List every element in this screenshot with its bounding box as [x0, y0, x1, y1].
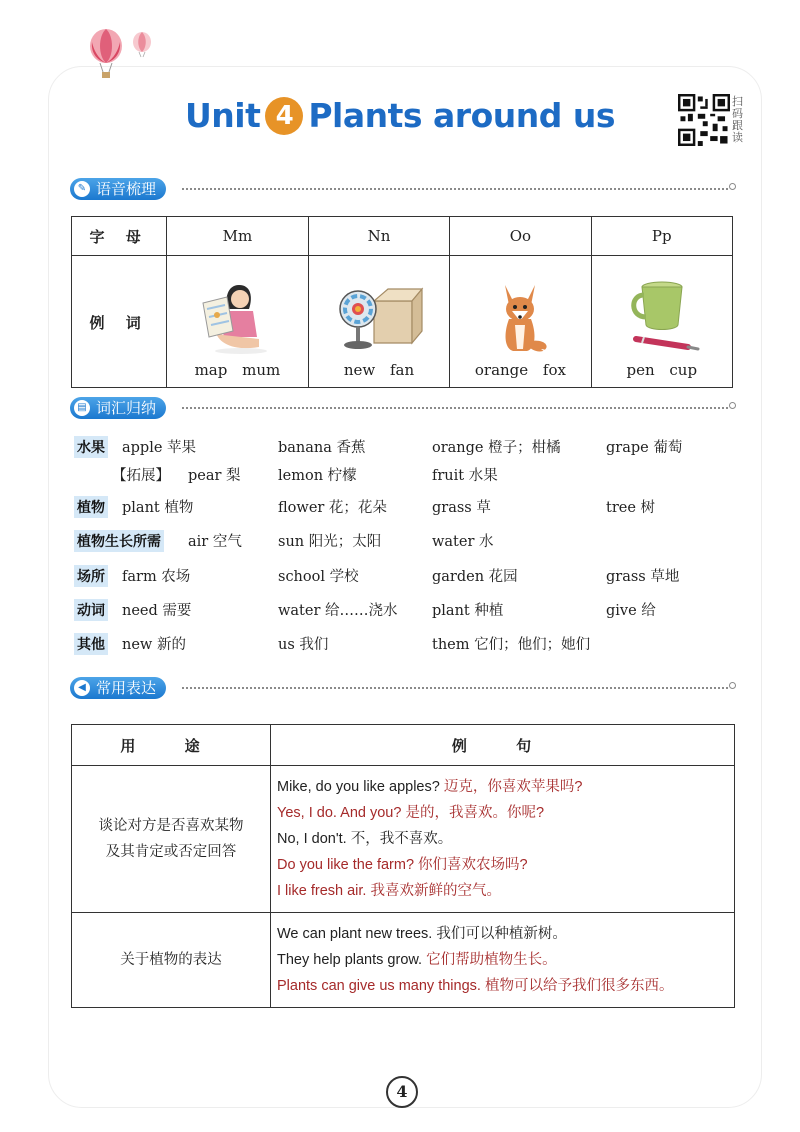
vocab-item: flower 花；花朵 [278, 500, 387, 516]
pen-icon: ✎ [74, 181, 90, 197]
vocab-item: orange 橙子；柑橘 [432, 440, 561, 456]
vocab-item: them 它们；他们；她们 [432, 637, 591, 653]
page-number: 4 [386, 1076, 418, 1108]
example-words: pen cup [626, 361, 698, 379]
vocab-item: garden 花园 [432, 569, 518, 585]
section-header-expressions [70, 677, 736, 701]
girl-with-map-icon [197, 279, 277, 355]
fan-and-box-icon [334, 279, 424, 355]
vocab-item: need 需要 [122, 603, 192, 619]
vocab-item: air 空气 [188, 534, 242, 550]
vocab-item: new 新的 [122, 637, 186, 653]
vocab-item: fruit 水果 [432, 468, 498, 484]
cup-and-pen-icon [622, 279, 702, 355]
vocab-extension-tag: 【拓展】 [112, 468, 170, 484]
section-header-vocab [70, 397, 736, 421]
use-cell [72, 913, 271, 1008]
speaker-icon: ◀ [74, 680, 90, 696]
vocab-item: grape 葡萄 [606, 440, 683, 456]
letter-cell: Nn [308, 217, 450, 256]
sentence-line: No, I don't. 不，我不喜欢。 [277, 831, 453, 847]
sentence-line: Do you like the farm? 你们喜欢农场吗? [277, 857, 528, 873]
fox-icon [485, 279, 555, 355]
section-title-phonics: 语音梳理 [96, 180, 157, 198]
sentence-line: Mike, do you like apples? 迈克，你喜欢苹果吗? [277, 779, 583, 795]
vocab-item: us 我们 [278, 637, 329, 653]
phonics-table [71, 216, 733, 388]
sentence-line: Yes, I do. And you? 是的，我喜欢。你呢? [277, 805, 545, 821]
vocab-item: farm 农场 [122, 569, 191, 585]
section-header-phonics [70, 178, 736, 202]
vocab-category: 植物 [74, 496, 108, 518]
vocab-item: banana 香蕉 [278, 440, 366, 456]
example-cell [591, 256, 732, 388]
vocab-item: plant 种植 [432, 603, 504, 619]
vocab-item: water 给……浇水 [278, 603, 398, 619]
vocab-item: grass 草 [432, 500, 491, 516]
letter-cell: Oo [450, 217, 591, 256]
balloon-icon [86, 28, 156, 80]
vocab-category: 动词 [74, 599, 108, 621]
use-text: 谈论对方是否喜欢某物 [98, 818, 244, 834]
qr-code-icon[interactable] [678, 94, 730, 146]
title-name: Plants around us [308, 96, 615, 135]
sentence-line: They help plants grow. 它们帮助植物生长。 [277, 952, 557, 968]
book-icon: ▤ [74, 400, 90, 416]
unit-number-badge: 4 [265, 97, 303, 135]
vocab-item: pear 梨 [188, 468, 241, 484]
sentences-cell [271, 766, 735, 913]
section-title-expressions: 常用表达 [96, 679, 157, 697]
vocab-item: lemon 柠檬 [278, 468, 357, 484]
vocab-category: 水果 [74, 436, 108, 458]
use-header: 用 途 [72, 725, 271, 766]
vocab-item: water 水 [432, 534, 494, 550]
sentences-cell [271, 913, 735, 1008]
letters-label: 字 母 [72, 217, 167, 256]
example-cell [167, 256, 308, 388]
example-words: new fan [343, 361, 415, 379]
example-header: 例 句 [271, 725, 735, 766]
vocab-category: 植物生长所需 [74, 530, 164, 552]
expressions-table [71, 724, 735, 1008]
sentence-line: Plants can give us many things. 植物可以给予我们很多东西。 [277, 978, 674, 994]
vocab-category: 场所 [74, 565, 108, 587]
vocab-item: apple 苹果 [122, 440, 197, 456]
vocab-item: school 学校 [278, 569, 359, 585]
qr-label: 扫码跟读 [732, 95, 743, 144]
example-cell [308, 256, 450, 388]
example-words: orange fox [474, 361, 566, 379]
sentence-line: I like fresh air. 我喜欢新鲜的空气。 [277, 883, 501, 899]
vocab-item: grass 草地 [606, 569, 680, 585]
use-cell [72, 766, 271, 913]
letter-cell: Mm [167, 217, 308, 256]
sentence-line: We can plant new trees. 我们可以种植新树。 [277, 926, 567, 942]
letter-cell: Pp [591, 217, 732, 256]
vocab-item: sun 阳光；太阳 [278, 534, 382, 550]
title-prefix: Unit [184, 96, 261, 135]
vocab-item: give 给 [606, 603, 656, 619]
example-cell [450, 256, 591, 388]
example-words: map mum [194, 361, 281, 379]
vocab-category: 其他 [74, 633, 108, 655]
vocab-item: tree 树 [606, 500, 656, 516]
section-title-vocab: 词汇归纳 [96, 399, 157, 417]
use-text: 关于植物的表达 [120, 952, 222, 968]
use-text: 及其肯定或否定回答 [105, 844, 237, 860]
vocab-item: plant 植物 [122, 500, 194, 516]
examples-label: 例 词 [72, 256, 167, 388]
